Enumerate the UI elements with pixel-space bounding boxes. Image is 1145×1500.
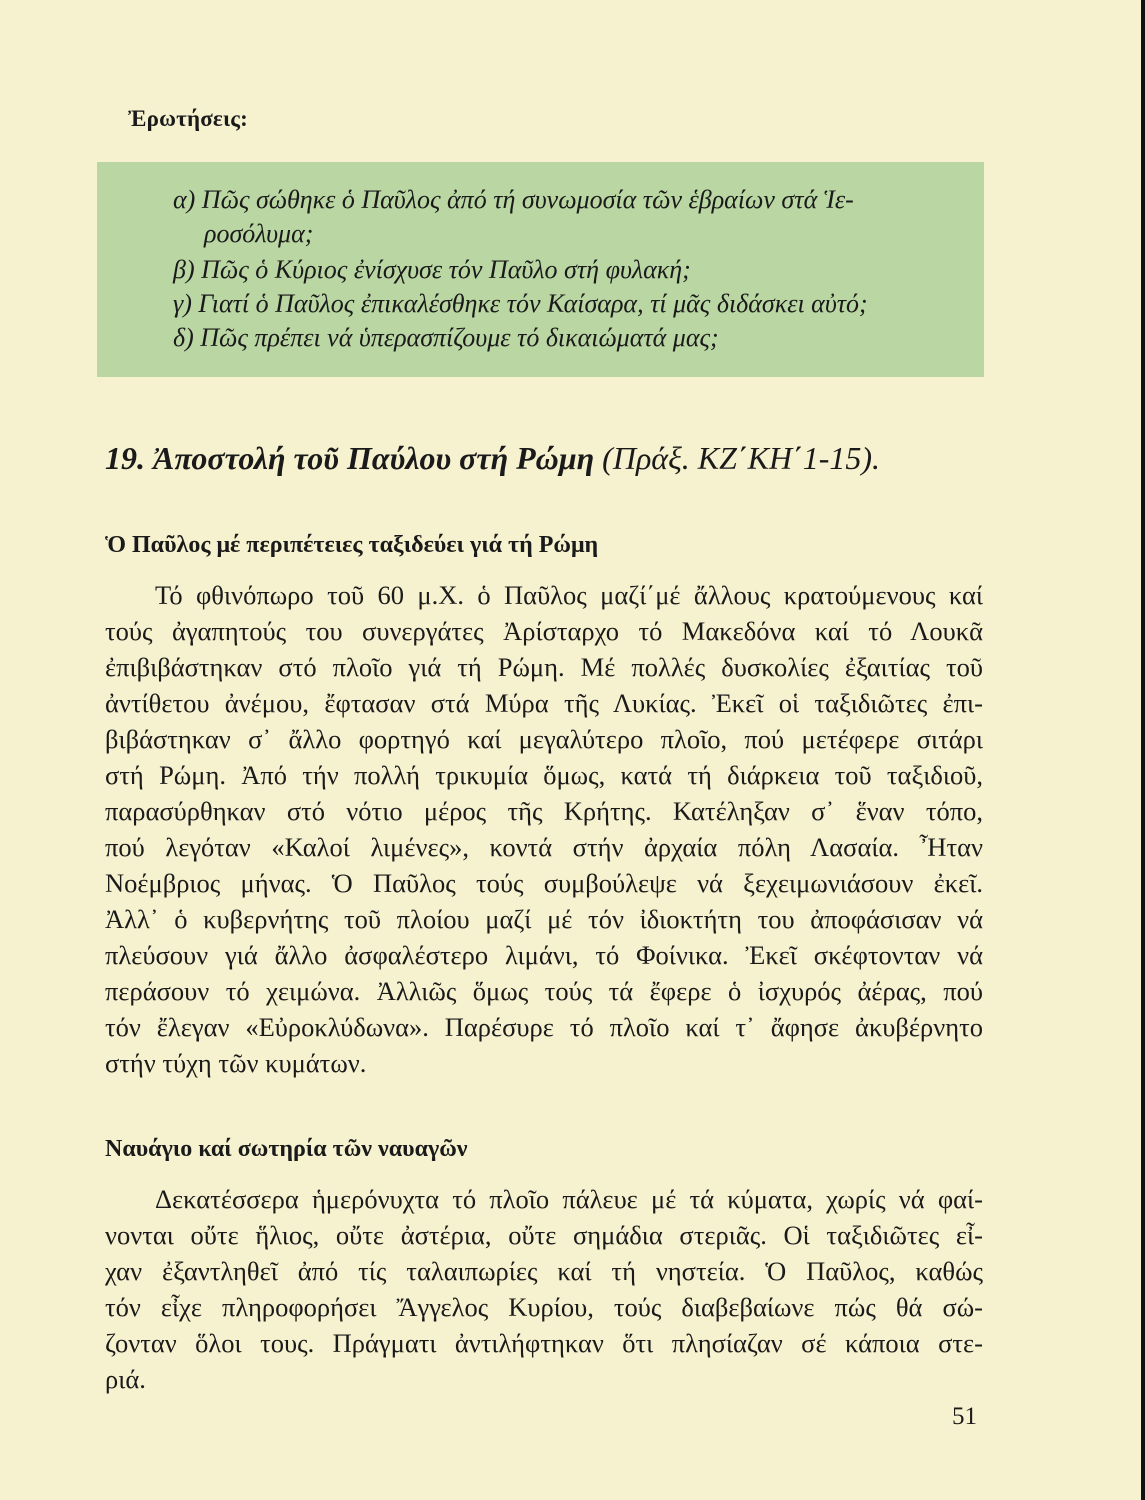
paragraph-line: Τό φθινόπωρο τοῦ 60 μ.Χ. ὁ Παῦλος μαζί΄μέ ἄλλους κρατούμενους καί (155, 580, 983, 610)
question-b: β) Πῶς ὁ Κύριος ἐνίσχυσε τόν Παῦλο στή φυλακή; (173, 255, 691, 284)
lesson-title-text: Ἀποστολή τοῦ Παύλου στή Ρώμη (153, 440, 595, 476)
paragraph-line: ζονταν ὅλοι τους. Πράγματι ἀντιλήφτηκαν ὅτι πλησίαζαν σέ κάποια στε- (105, 1328, 983, 1358)
paragraph-line: Ἀλλ᾽ ὁ κυβερνήτης τοῦ πλοίου μαζί μέ τόν ἰδιοκτήτη του ἀποφάσισαν νά (105, 904, 983, 934)
paragraph-line: παρασύρθηκαν στό νότιο μέρος τῆς Κρήτης. Κατέληξαν σ᾽ ἕναν τόπο, (105, 796, 983, 826)
paragraph-line: ριά. (105, 1364, 146, 1394)
paragraph-line: νονται οὔτε ἥλιος, οὔτε ἀστέρια, οὔτε σημάδια στεριᾶς. Οἱ ταξιδιῶτες εἶ- (105, 1220, 983, 1250)
page-edge (1141, 0, 1145, 1500)
question-c: γ) Γιατί ὁ Παῦλος ἐπικαλέσθηκε τόν Καίσαρα, τί μᾶς διδάσκει αὐτό; (173, 289, 868, 318)
paragraph-line: Νοέμβριος μήνας. Ὁ Παῦλος τούς συμβούλεψε νά ξεχειμωνιάσουν ἐκεῖ. (105, 868, 983, 898)
paragraph-line: περάσουν τό χειμώνα. Ἀλλιῶς ὅμως τούς τά ἔφερε ὁ ἰσχυρός ἀέρας, πού (105, 976, 983, 1006)
paragraph-line: ἀντίθετου ἀνέμου, ἔφτασαν στά Μύρα τῆς Λυκίας. Ἐκεῖ οἱ ταξιδιῶτες ἐπι- (105, 688, 983, 718)
questions-box (97, 162, 984, 377)
paragraph-line: βιβάστηκαν σ᾽ ἄλλο φορτηγό καί μεγαλύτερο πλοῖο, πού μετέφερε σιτάρι (105, 724, 983, 754)
paragraph-line: τόν ἔλεγαν «Εὐροκλύδωνα». Παρέσυρε τό πλοῖο καί τ᾽ ἄφησε ἀκυβέρνητο (105, 1012, 983, 1042)
paragraph-line: πού λεγόταν «Καλοί λιμένες», κοντά στήν ἀρχαία πόλη Λασαία. Ἦταν (105, 832, 983, 862)
paragraph-line: στήν τύχη τῶν κυμάτων. (105, 1048, 367, 1078)
lesson-title (105, 440, 880, 477)
question-a-continuation: ροσόλυμα; (204, 219, 314, 248)
question-a: α) Πῶς σώθηκε ὁ Παῦλος ἀπό τή συνωμοσία τῶν ἑβραίων στά Ἱε- (173, 185, 854, 214)
paragraph-line: πλεύσουν γιά ἄλλο ἀσφαλέστερο λιμάνι, τό Φοίνικα. Ἐκεῖ σκέφτονταν νά (105, 940, 983, 970)
paragraph-line: Δεκατέσσερα ἡμερόνυχτα τό πλοῖο πάλευε μέ τά κύματα, χωρίς νά φαί- (155, 1184, 983, 1214)
paragraph-line: τούς ἀγαπητούς του συνεργάτες Ἀρίσταρχο τό Μακεδόνα καί τό Λουκᾶ (105, 616, 983, 646)
lesson-reference: (Πράξ. ΚΖ΄ΚΗ΄1-15). (602, 440, 881, 476)
paragraph-line: στή Ρώμη. Ἀπό τήν πολλή τρικυμία ὅμως, κατά τή διάρκεια τοῦ ταξιδιοῦ, (105, 760, 983, 790)
section-heading-shipwreck: Ναυάγιο καί σωτηρία τῶν ναυαγῶν (105, 1136, 468, 1162)
paragraph-line: τόν εἶχε πληροφορήσει Ἄγγελος Κυρίου, τούς διαβεβαίωνε πώς θά σώ- (105, 1292, 983, 1322)
paragraph-line: ἐπιβιβάστηκαν στό πλοῖο γιά τή Ρώμη. Μέ πολλές δυσκολίες ἐξαιτίας τοῦ (105, 652, 983, 682)
paragraph-line: χαν ἐξαντληθεῖ ἀπό τίς ταλαιπωρίες καί τή νηστεία. Ὁ Παῦλος, καθώς (105, 1256, 983, 1286)
section-heading-voyage: Ὁ Παῦλος μέ περιπέτειες ταξιδεύει γιά τή Ρώμη (105, 532, 599, 558)
lesson-number: 19. (105, 440, 145, 476)
questions-heading: Ἐρωτήσεις: (128, 106, 249, 131)
page-number: 51 (952, 1403, 977, 1430)
question-d: δ) Πῶς πρέπει νά ὑπερασπίζουμε τό δικαιώματά μας; (173, 323, 719, 352)
